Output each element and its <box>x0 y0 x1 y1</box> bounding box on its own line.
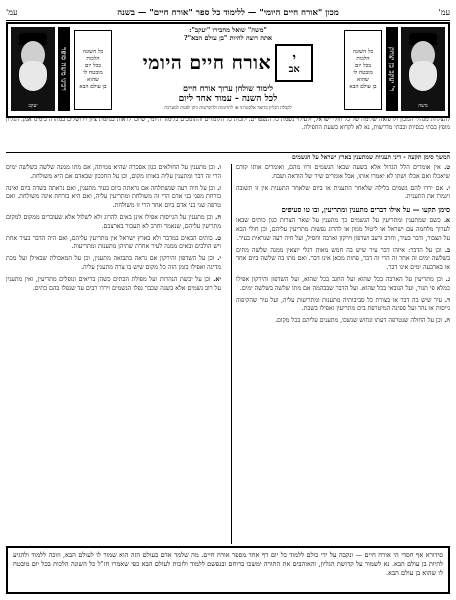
paragraph-text: אין אומרים הלל הגדול אלא בשעה שבאו הגשמים ורוו מהם, ואומרים אותו קודם שיאכלו ואם אכלו ושתו לא יאמרו אותו, אבל אומרים שיר של הודאה ושבח. <box>236 164 450 180</box>
paragraph-number: ו. <box>214 164 221 171</box>
paragraph <box>6 235 221 253</box>
date-box <box>275 44 313 82</box>
paragraph-number: ה. <box>442 317 450 325</box>
section-heading: המשך סימן תקעה - דיני תעניות שמתענין בארץ ישראל על הגשמים <box>291 154 450 161</box>
left-portrait-caption: יעקב <box>28 102 38 109</box>
portrait-beard <box>409 61 437 91</box>
paragraph <box>236 276 450 294</box>
paragraph-text: וכן על חיה רעה שנשתלחה אם נראתה ביום בעיר מתענין, ואם נראתה בשדה ביום ואינה בורחת מפני בני אדם הרי זה משולחת ומתריעין עליה, ואם היא בורחת אינה משולחת. ואם טרפה שני בני אדם ביום אחד הרי זו משולחת. <box>6 184 221 210</box>
paragraph-text: כשם שמתענין ומתריעין על הגשמים כך מתענין על שאר הצרות כגון כותים שבאו לערוך מלחמה עם ישראל או ליטול ממון או להרוג נפשות מתריעין עליהם, וכן חולי הבא על הצבור, ודבר בעיר, וחרב ורעב ושדפון וירקון וארבה וחסיל, ועל חיה רעה שנראית בעיר. <box>236 217 450 242</box>
paragraph <box>236 297 450 315</box>
portrait-beard <box>19 61 47 91</box>
paragraph-text: אם ירדו להם גשמים בלילה שלאחר התענית או ביום שלאחר התענית אין זו תשובה ויגמרו את התענית. <box>236 184 450 201</box>
left-column <box>6 164 225 544</box>
paragraph-number: ד. <box>442 296 450 304</box>
contact-line: לקבלת הגליון בדואר אלקטרוני או לתרומות ולהקדשות ניתן לפנות למערכת <box>164 106 292 111</box>
chapter-heading: סימן תקעו — על אילו דברים מתענין ומתריעין, ובו טו סעיפים <box>281 205 450 215</box>
paragraph <box>6 185 221 211</box>
right-portrait-caption: משה <box>418 102 428 109</box>
right-vertical-banner: ר' יעקב בן יצחק <box>386 27 398 111</box>
paragraph <box>6 276 221 294</box>
footer-box: סידורא אף חסדי הי אורח חיים — ונקבה על ידי כולם ללמוד כל יום דף אחד מספר אורח חיים. מה שלמד אדם בעולם הזה הוא שמור לו לעולם הבא, וזוכה ללמוד ולהגיע להיות בן עולם הבא. נא לשמור על קדושת הגליון, והאוהבים את התורה ימשכו ברוחם ובנפשם ללמוד ולזכות לעולם הבא כפי שאמרו חז"ל כל השונה הלכות בכל יום מובטח לו שהוא בן עולם הבא. <box>6 546 450 594</box>
paragraph <box>6 214 221 232</box>
paragraph-number: ח. <box>212 213 221 221</box>
paragraph-number: ב. <box>441 246 450 254</box>
paragraph-text: וכן מתענין על הגייסות אפילו אינן באים להרוג ולא לשלול אלא שעוברים ממקום למקום מתריעין עליהם, שנאמר וחרב לא תעבור בארצכם. <box>6 213 221 230</box>
paragraph-text: וכן על הדבר: איזהו דבר עיר שיש בה חמש מאות רגלי יוצאין ממנה שלשה מתים בשלשה ימים זה אחר זה הרי זה דבר, פחות מכאן אינו דבר. ואם מתו בה שלשה ביום אחד או בארבעה ימים אינו דבר. <box>236 246 450 272</box>
right-column <box>231 164 450 544</box>
top-bar-right: עמ' <box>438 7 450 17</box>
paragraph-number: יא. <box>210 275 221 283</box>
paragraph-text: וכן על החולה שנטרפה דעתו ונחוש שנשכו, מתענים עליהם בכל מקום. <box>275 317 443 325</box>
title-area <box>116 26 340 112</box>
left-vertical-banner: רבינו משה סופר <box>58 27 70 111</box>
paragraph-number: י. <box>443 184 450 192</box>
paragraph-text: עיר שיש בה דבר או בצורת כל סביבותיה מתענות ומתריעות עליה, ועל עיר שהקיפוה גייסות או נהר ועל ספינה המיטרפת בים מתריעין ואפילו בשבת. <box>236 296 450 313</box>
paragraph-text: וכן מתענין על החולאים כגון אסכרה שהיא ממיתה, אם מתו ממנה שלשה בשלשה ימים הרי זה דבר ומתענין עליה באותו מקום, וכן על החככון שבאדם אם היא משולחת. <box>6 164 221 180</box>
top-bar <box>6 4 450 21</box>
header-banner <box>6 22 450 118</box>
paragraph <box>236 164 450 182</box>
day-number: י <box>292 50 296 66</box>
paragraph-number: ז. <box>214 184 221 192</box>
paragraph-text: כותים הבאים במדבר ולא בארץ ישראל אין מתריעין עליהם, ואם היה הדבר בעיר אחת ויש הולכים ובאים ממנה לעיר אחרת שתיהן מתענות ומתריעות. <box>6 234 221 251</box>
paragraph <box>236 185 450 203</box>
paragraph <box>6 164 221 182</box>
paragraph-text: וכן על השדפון והירקון אם נראה בתבואה מתענין, וכן על המאכולת שבאילן ועל מכת מדינה ואפילו בזמן הזה כל מקום שיש בו צרה מתענין עליה. <box>6 255 221 271</box>
right-portrait-image <box>401 27 445 111</box>
top-bar-center: מכון "אורח חיים היומי" — ללימוד כל ספר "אורח חיים" — בשנה <box>117 7 339 18</box>
tagline: לכל השנה - עמוד אחד ליום <box>178 94 278 104</box>
paragraph-text: וכן מתריעין על הארבה בכל שהוא ועל החגב בכל שהוא, ועל השדפון והירקון אפילו כמלא פי תנור, ועל הגובאי בכל שהוא. ועל הדבר שבבהמה אם מתו שלשה בשלשה ימים. <box>236 275 450 292</box>
month-name: אב <box>288 63 300 75</box>
paragraph <box>236 317 450 326</box>
right-side-box: כל השונה הלכות בכל יום מובטח לו שהוא בן עולם הבא <box>344 30 382 110</box>
intro-paragraph: להצלחת מנהלי המכון ולרפואה שלימה של כל חולי ישראל, ולעילוי נשמת כל הנפטרים. לזכות כל הלומדים והתומכים בלימוד היומי, שיזכו לראות בנחמת ציון וירושלים במהרה בימינו אמן. הגליון מופץ בבתי כנסיות ובבתי מדרשות, נא לא לקרוא בשעת התפילה. <box>6 116 450 153</box>
paragraph-number: ג. <box>442 275 450 283</box>
left-portrait-image <box>11 27 55 111</box>
paragraph-number: א. <box>440 217 450 225</box>
motto-line-2: אתה רוצה להיות "בן עולם הבא"? <box>183 34 273 42</box>
page-title: אורח חיים היומי <box>142 51 272 74</box>
left-side-box: כל השונה הלכות בכל יום מובטח לו שהוא בן עולם הבא <box>74 30 112 110</box>
paragraph <box>236 217 450 243</box>
subtitle: לימוד שולחן ערוך אורח חיים <box>182 83 274 93</box>
top-bar-left: עמ' <box>6 7 18 17</box>
paragraph-number: י. <box>214 255 221 263</box>
paragraph <box>236 247 450 273</box>
paragraph-number: ט. <box>212 234 221 242</box>
paragraph-number: ט. <box>440 164 450 171</box>
motto-line-1: "משה" שואל מחבירו "יעקב": <box>189 26 267 34</box>
paragraph-text: וכן על יבשת הנהרות ועל מפולת הבתים כשהן בריאים ונופלים מתריעין, ואין מתענין על רוב גשמים אלא בשנה שכבר נפלו הגשמים וירדו רבים עד שנפלו בהם בתים. <box>6 275 221 292</box>
title-row <box>116 44 340 82</box>
paragraph <box>6 255 221 273</box>
